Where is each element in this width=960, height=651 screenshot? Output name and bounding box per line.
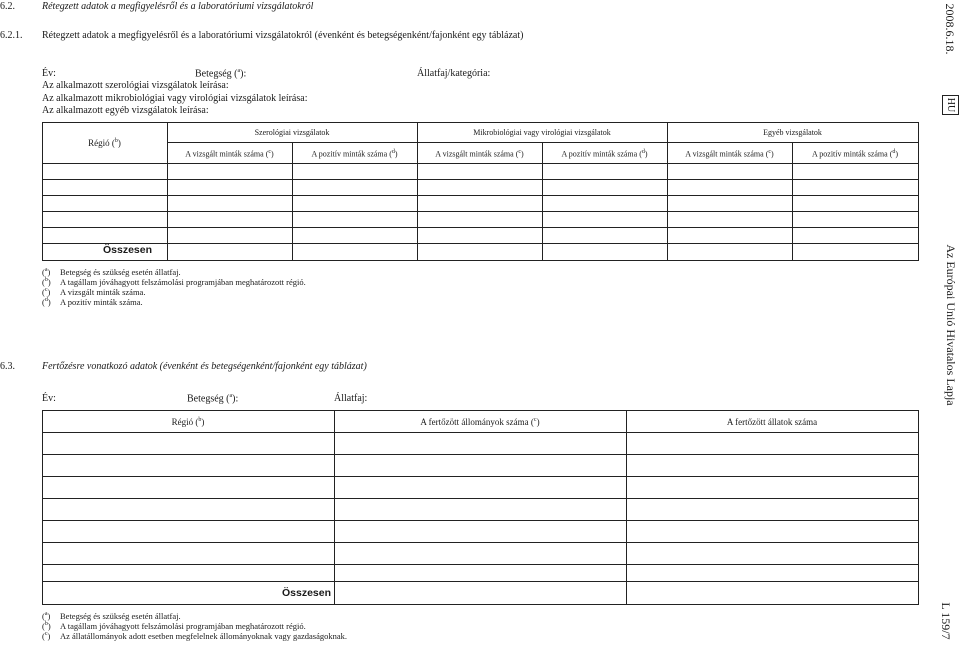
serology-group-header: Szerológiai vizsgálatok [254, 128, 330, 137]
serology-tested-header: A vizsgált minták száma ($^c$) [185, 149, 274, 159]
species-label-2: Állatfaj: [334, 393, 368, 404]
section-6-2-title: Rétegzett adatok a megfigyelésről és a laboratóriumi vizsgálatokról [42, 1, 314, 12]
region-header: Régió ($^b$) [88, 138, 121, 148]
footnote-a: ($^a$) Betegség és szükség esetén állatfaj. [42, 267, 181, 277]
footnote2-b: ($^b$) A tagállam jóváhagyott felszámolási programjában meghatározott régió. [42, 621, 306, 631]
section-6-2-number: 6.2. [0, 1, 15, 12]
other-tested-header: A vizsgált minták száma ($^c$) [685, 149, 774, 159]
micro-tested-header: A vizsgált minták száma ($^c$) [435, 149, 524, 159]
micro-description-label: Az alkalmazott mikrobiológiai vagy virológiai vizsgálatok leírása: [42, 93, 308, 104]
section-6-2-1-title: Rétegzett adatok a megfigyelésről és a laboratóriumi vizsgálatokról (évenként és betegségenként/fajonként egy táblázat) [42, 30, 524, 41]
serology-positive-header: A pozitív minták száma ($^d$) [311, 149, 398, 159]
year-label: Év: [42, 68, 56, 79]
sidebar-lang: HU [942, 88, 956, 122]
footnote-b: ($^b$) A tagállam jóváhagyott felszámolási programjában meghatározott régió. [42, 277, 306, 287]
micro-positive-header: A pozitív minták száma ($^d$) [561, 149, 648, 159]
section-6-3-title: Fertőzésre vonatkozó adatok (évenként és betegségenként/fajonként egy táblázat) [42, 361, 367, 372]
table2-total-label: Összesen [282, 587, 332, 599]
other-group-header: Egyéb vizsgálatok [763, 128, 822, 137]
sidebar-date: 2008.6.18. [943, 3, 957, 55]
micro-group-header: Mikrobiológiai vagy virológiai vizsgálatok [473, 128, 611, 137]
disease-label-2: Betegség ($^a$): [187, 393, 239, 405]
section-6-3-number: 6.3. [0, 361, 15, 372]
other-positive-header: A pozitív minták száma ($^d$) [811, 149, 899, 159]
table1-total-label: Összesen [103, 244, 153, 256]
year-label-2: Év: [42, 393, 56, 404]
disease-label: Betegség ($^a$): [195, 68, 247, 80]
section-6-2-1-number: 6.2.1. [0, 30, 23, 41]
footnote2-c: ($^c$) Az állatállományok adott esetben megfelelnek állományoknak vagy gazdaságoknak. [42, 631, 348, 641]
infected-herds-header: A fertőzött állományok száma ($^c$) [420, 417, 540, 427]
other-description-label: Az alkalmazott egyéb vizsgálatok leírása: [42, 105, 209, 116]
footnote-c: ($^c$) A vizsgált minták száma. [42, 287, 146, 297]
infected-animals-header: A fertőzött állatok száma [726, 417, 818, 427]
table2-region-header: Régió ($^b$) [171, 417, 205, 427]
footnote2-a: ($^a$) Betegség és szükség esetén állatfaj. [42, 611, 181, 621]
footnote-d: ($^d$) A pozitív minták száma. [42, 297, 143, 307]
species-category-label: Állatfaj/kategória: [417, 68, 491, 79]
serology-description-label: Az alkalmazott szerológiai vizsgálatok leírása: [42, 80, 229, 91]
sidebar-journal-title: Az Európai Unió Hivatalos Lapja [944, 244, 958, 406]
sidebar-page-ref: L 159/7 [939, 602, 953, 640]
